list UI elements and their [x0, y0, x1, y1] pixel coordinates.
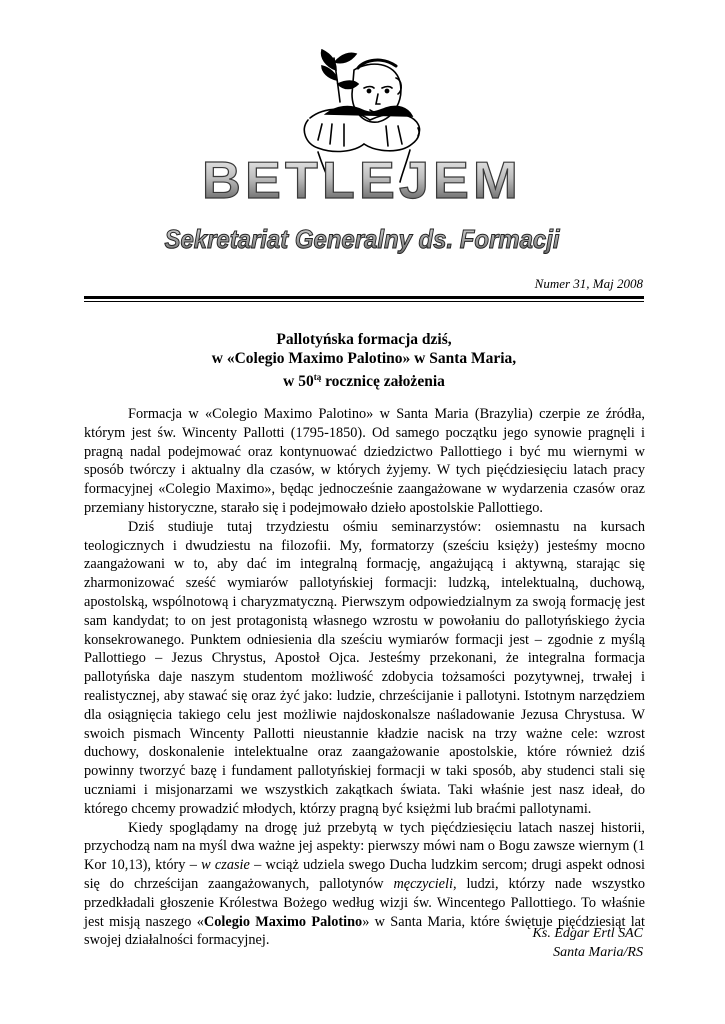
svg-text:BETLEJEM: BETLEJEM [202, 152, 522, 210]
article-body [84, 405, 645, 950]
header-rule [84, 296, 644, 299]
signature [533, 924, 643, 962]
svg-text:Sekretariat Generalny ds. Form: Sekretariat Generalny ds. Formacji [164, 224, 561, 254]
header-rule-thin [84, 301, 644, 302]
issue-number: Numer 31, Maj 2008 [534, 276, 643, 291]
paragraph-3: Kiedy spoglądamy na drogę już przebytą w tych pięćdziesięciu latach naszej historii, przychodzą nam na myśl dwa ważne jej aspekty: pierwszy mówi nam o Bogu zawsze wiernym (1 Kor 10,13), który – w czasie – wciąż udziela swego Ducha ludzkim sercom; drugi aspekt odnosi się do chrześcijan zaangażowanych, pallotynów męczycieli, ludzi, którzy nade wszystko przedkładali głoszenie Królestwa Bożego według wizji św. Wincentego Pallottiego. To właśnie jest misją naszego «Colegio Maximo Palotino» w Santa Maria, które świętuje pięćdziesiąt lat swojej działalności formacyjnej. [84, 819, 645, 949]
title-line-2: w «Colegio Maximo Palotino» w Santa Maria, [211, 350, 517, 367]
logo-title-lettering [202, 152, 522, 210]
paragraph-1: Formacja w «Colegio Maximo Palotino» w Santa Maria (Brazylia) czerpie ze źródła, którym jest św. Wincenty Pallotti (1795-1850). Od samego początku jego synowie pragnęli i pragną nadal podejmować oraz kontynuować dziedzictwo Pallottiego i być mu wiernymi w sposób twórczy i aktualny dla czasów, w których żyjemy. W tych pięćdziesięciu latach pracy formacyjnej «Colegio Maximo», będąc jednocześnie zaangażowane w wydarzenia czasów oraz przemiany historyczne, starało się i podejmowało dzieło apostolskie Pallottiego. [84, 406, 645, 516]
article-title [84, 330, 644, 391]
logo-subtitle [165, 224, 561, 254]
title-line-3: w $50^{tą}$ rocznicę założenia [283, 372, 445, 391]
signature-place: Santa Maria/RS [553, 945, 643, 960]
title-line-1: Pallotyńska formacja dziś, [276, 331, 452, 348]
paragraph-2: Dziś studiuje tutaj trzydziestu ośmiu seminarzystów: osiemnastu na kursach teologicznych i dwudziestu na filozofii. My, formatorzy (sześciu księży) jesteśmy mocno zaangażowani w to, aby dać im integralną formację, angażującą i aktywną, starając się zharmonizować sześć wymiarów pallotyńskiej formacji: ludzką, intelektualną, duchową, apostolską, wspólnotową i charyzmatyczną. Pierwszym odpowiedzialnym za swoją formację jest sam kandydat; to on jest protagonistą własnego wzrostu w powołaniu do pallotyńskiego życia konsekrowanego. Punktem odniesienia dla sześciu wymiarów formacji jest – zgodnie z myślą Pallottiego – Jezus Chrystus, Apostoł Ojca. Jesteśmy przekonani, że integralna formacja pallotyńska daje naszym studentom możliwość zdobycia tożsamości pozytywnej, trwałej i realistycznej, aby stawać się oraz żyć jako: ludzie, chrześcijanie i pallotyni. Istotnym narzędziem dla osiągnięcia takiego celu jest możliwie najdoskonalsze naśladowanie Jezusa Chrystusa. W swoich pismach Wincenty Pallotti nieustannie kładzie nacisk na trzy ważne cele: wzrost duchowy, doskonalenie intelektualne oraz zaangażowanie apostolskie, które również dziś powinny tworzyć bazę i fundament pallotyńskiej formacji w taki sposób, aby studenci stali się uczniami i misjonarzami we wszystkich zakątkach świata. Taki właśnie jest nasz ideał, do którego chcemy prowadzić młodych, którzy pragną być księżmi lub braćmi pallotynami. [84, 518, 645, 817]
signature-name: Ks. Edgar Ertl SAC [532, 926, 643, 941]
betlejem-logo [150, 40, 575, 270]
